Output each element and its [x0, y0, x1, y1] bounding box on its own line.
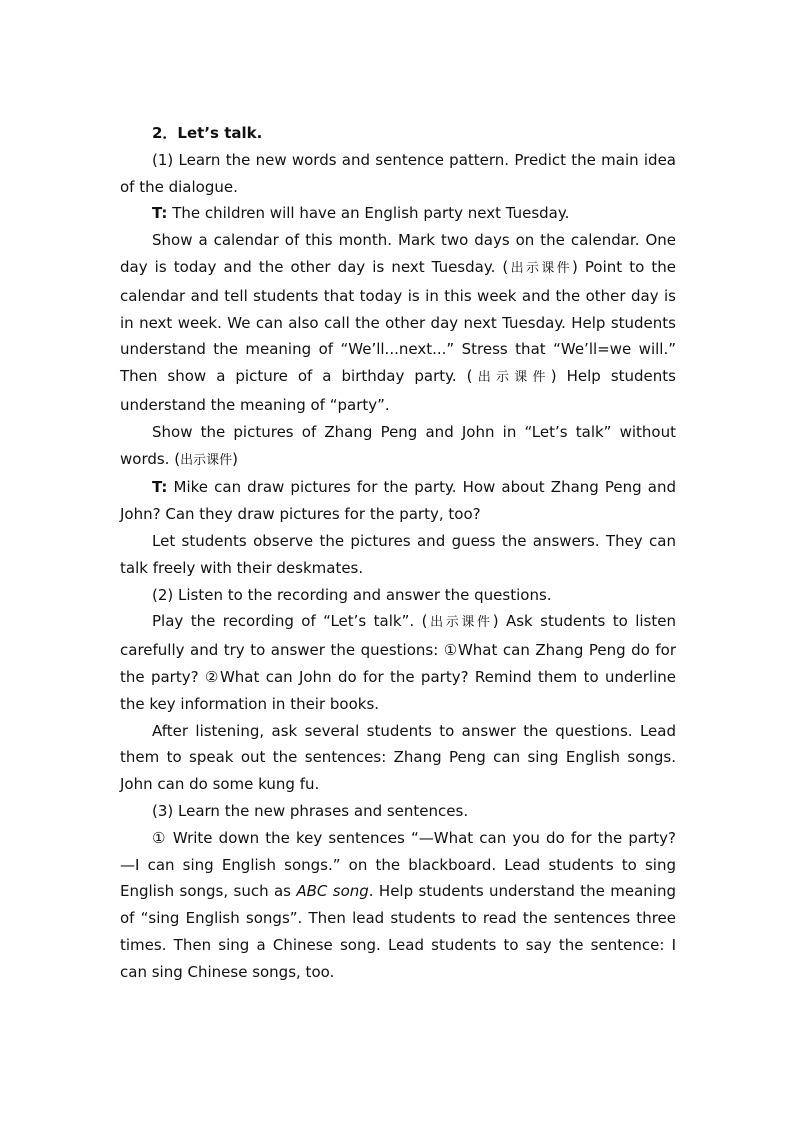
- paragraph-teacher-mike: T: Mike can draw pictures for the party. How about Zhang Peng and John? Can they draw pictures for the party, too?: [120, 478, 676, 524]
- paragraph-listen-heading: (2) Listen to the recording and answer the questions.: [152, 585, 552, 604]
- paragraph-after-listening: After listening, ask several students to answer the questions. Lead them to speak out the sentences: Zhang Peng can sing English songs. John can do some kung fu.: [120, 721, 676, 794]
- paragraph-play-recording: Play the recording of “Let’s talk”. (出示课件) Ask students to listen carefully and try to answer the questions: ①What can Zhang Peng do for the party? ②What can John do for the party? Remind them to underline the key information in their books.: [120, 612, 676, 713]
- paragraph-key-sentences: ① Write down the key sentences “—What can you do for the party? —I can sing English songs.” on the blackboard. Lead students to sing English songs, such as ABC song. Help students understand the meaning of “sing English songs”. Then lead students to read the sentences three times. Then sing a Chinese song. Lead students to say the sentence: I can sing Chinese songs, too.: [120, 828, 676, 981]
- paragraph-phrases-heading: (3) Learn the new phrases and sentences.: [152, 801, 469, 820]
- paragraph-observe: Let students observe the pictures and guess the answers. They can talk freely with their deskmates.: [120, 531, 676, 577]
- paragraph-show-pictures: Show the pictures of Zhang Peng and John in “Let’s talk” without words. (出示课件): [120, 422, 676, 468]
- teacher-label: T:: [152, 478, 168, 497]
- show-courseware-note: 出示课件: [472, 370, 551, 386]
- show-courseware-note: 出示课件: [508, 260, 572, 276]
- teacher-label: T:: [152, 204, 168, 223]
- paragraph-calendar: Show a calendar of this month. Mark two days on the calendar. One day is today and the other day is next Tuesday. (出示课件) Point to the calendar and tell students that today is in this week and the other day is in next week. We can also call the other day next Tuesday. Help students understand the meaning of “We’ll...next...” Stress that “We’ll=we will.” Then show a picture of a birthday party. (出示课件) Help students understand the meaning of “party”.: [120, 231, 676, 414]
- song-title: ABC song: [296, 882, 369, 901]
- show-courseware-note: 出示课件: [180, 452, 233, 468]
- section-heading: 2．Let’s talk.: [152, 124, 263, 142]
- show-courseware-note: 出示课件: [427, 615, 493, 631]
- paragraph-learn-words: (1) Learn the new words and sentence pattern. Predict the main idea of the dialogue.: [120, 150, 676, 196]
- paragraph-teacher-party: T: The children will have an English party next Tuesday.: [152, 204, 570, 223]
- document-body: [120, 120, 676, 986]
